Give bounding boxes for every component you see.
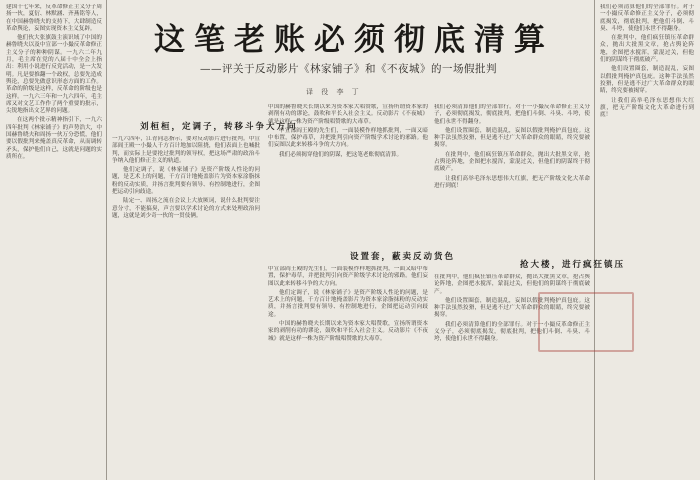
paragraph: 他们设置圈套，制造混乱，妄图以假批判掩护真包庇。这种手法虽然狡猾，但是逃不过广大革命群众的眼睛，终究要被揭穿。: [434, 127, 590, 149]
paragraph: 让我们高举毛泽东思想伟大红旗，把无产阶级文化大革命进行到底！: [434, 175, 590, 189]
paragraph: 建国十七年来，反革命修正主义分子周扬一伙，夏衍、林默涵、齐燕铭等人，在中国赫鲁晓夫的支持下，大肆制造反革命舆论，妄图实现资本主义复辟。: [6, 4, 102, 32]
article-column-1: [6, 4, 102, 476]
paragraph: 在批判中，他们疯狂镇压革命群众，抛出大批黑文章，抢占舆论阵地，企图把水搅浑，蒙混过关，但他们的阴谋终于彻底破产。: [434, 274, 590, 295]
paragraph: 我们必须清算他们的全部罪行。对于一小撮反革命修正主义分子，必须彻底揭发，彻底批判，把他们斗倒、斗臭、斗垮，使他们永世不得翻身。: [600, 4, 694, 32]
article-column-3: [268, 104, 428, 244]
paragraph: 一九六四年，江青同志指示，要对反动影片进行批判。中宣部阎王殿一小撮人千方百计地加以阻挠，他们表面上也喊批判，而实际上是要抢过批判的领导权，把这场严肃的政治斗争纳入他们修正主义的轨道。: [112, 136, 260, 164]
paragraph: 他们定调子，说《林家铺子》是资产阶级人性论的问题，是艺术上的问题，千方百计地掩盖影片为资本家涂脂抹粉的反动实质，并扬言批判要有领导、有控制地进行，企图把运动引向歧途。: [112, 167, 260, 196]
section-heading: 刘桓桓，定调子，转移斗争大方向: [140, 122, 298, 132]
paragraph: 在这两个批示精神指引下，一九六四年批判《林家铺子》的声势浩大，中国赫鲁晓夫和周扬一伙万分恐慌，他们要以假批判来掩盖真反革命，从而调转矛头，保护他们自己，这就是问题的实质所在。: [6, 117, 102, 160]
section-heading: 抢大楼，进行疯狂镇压: [520, 260, 626, 270]
paragraph: 陆定一、周扬之流在会议上大放厥词，说什么批判要注意分寸，不能搞臭，声言要以学术讨论的方式来处理政治问题，这就是刘少奇一伙的一贯伎俩。: [112, 198, 260, 219]
red-stamp: [538, 292, 634, 352]
paragraph: 在批判中，他们疯狂镇压革命群众，抛出大批黑文章，抢占舆论阵地，企图把水搅浑，蒙混过关，但他们的阴谋终于彻底破产。: [434, 151, 590, 173]
subtitle: ——评关于反动影片《林家铺子》和《不夜城》的一场假批判: [200, 63, 497, 75]
article-column-2: [112, 136, 260, 476]
column-rule: [594, 0, 595, 480]
byline: 译 役 李 丁: [306, 88, 362, 96]
paragraph: 我们必须清算他们的全部罪行。对于一小撮反革命修正主义分子，必须彻底揭发，彻底批判，把他们斗倒、斗臭、斗垮，使他们永世不得翻身。: [434, 321, 590, 343]
paragraph: 我们必须清算他们的全部罪行。对于一小撮反革命修正主义分子，必须彻底揭发，彻底批判，把他们斗倒、斗臭、斗垮，使他们永世不得翻身。: [434, 104, 590, 125]
headline: 这笔老账必须彻底清算: [154, 22, 554, 58]
column-rule: [106, 0, 107, 480]
paragraph: 中国的赫鲁晓夫长期以来为资本家大唱赞歌，宣扬所谓资本家的剥削有功的谬论，鼓吹和平长入社会主义。反动影片《不夜城》就是这样一株为资产阶级唱赞歌的大毒草。: [268, 104, 428, 125]
section-heading: 设置套，蔽卖反动货色: [350, 252, 456, 262]
paragraph: 我们必须揭穿他们的阴谋，把这笔老账彻底清算。: [279, 151, 403, 158]
paragraph: 让我们高举毛泽东思想伟大红旗，把无产阶级文化大革命进行到底！: [600, 97, 694, 119]
article-column-3-lower: [268, 266, 428, 476]
article-column-4: [434, 104, 590, 254]
paragraph: 他们设置圈套，制造混乱，妄图以假批判掩护真包庇。这种手法虽然狡猾，但是逃不过广大革命群众的眼睛，终究要被揭穿。: [600, 66, 694, 95]
paragraph: 中宣部阎王殿的先生们，一面装模作样地抓批判，一面又暗中布置，保护毒草，并把批判引向资产阶级学术讨论的邪路。他们妄图以此来转移斗争的大方向。: [268, 266, 428, 287]
paragraph: 他们设置圈套，制造混乱，妄图以假批判掩护真包庇。这种手法虽然狡猾，但是逃不过广大革命群众的眼睛，终究要被揭穿。: [434, 297, 590, 319]
article-column-5: [600, 4, 694, 476]
paragraph: 他们伙大张旗鼓主演识域了中国的赫鲁晓夫以及中宣部一小撮反革命修正主义分子的种种阴谋。一九六二年九月，毛主席在党的八届十中全会上指出：利用小说进行反党活动，是一大发明。凡是要推翻一个政权，总要先造成舆论，总要先做意识形态方面的工作。革命的阶级是这样，反革命的阶级也是这样。一九六三年和一九六四年，毛主席又对文艺工作作了两个重要的批示，尖锐地指出文艺界的问题。: [6, 35, 102, 115]
paragraph: 中宣部阎王殿的先生们，一面装模作样地抓批判，一面又暗中布置，保护毒草，并把批判引向资产阶级学术讨论的邪路。他们妄图以此来转移斗争的大方向。: [268, 127, 428, 149]
paragraph: 他们定调子，说《林家铺子》是资产阶级人性论的问题，是艺术上的问题，千方百计地掩盖影片为资本家涂脂抹粉的反动实质，并扬言批判要有领导、有控制地进行，企图把运动引向歧途。: [268, 289, 428, 318]
paragraph: 中国的赫鲁晓夫长期以来为资本家大唱赞歌，宣扬所谓资本家的剥削有功的谬论，鼓吹和平长入社会主义。反动影片《不夜城》就是这样一株为资产阶级唱赞歌的大毒草。: [268, 321, 428, 342]
paragraph: 在批判中，他们疯狂镇压革命群众，抛出大批黑文章，抢占舆论阵地，企图把水搅浑，蒙混过关，但他们的阴谋终于彻底破产。: [600, 35, 694, 64]
